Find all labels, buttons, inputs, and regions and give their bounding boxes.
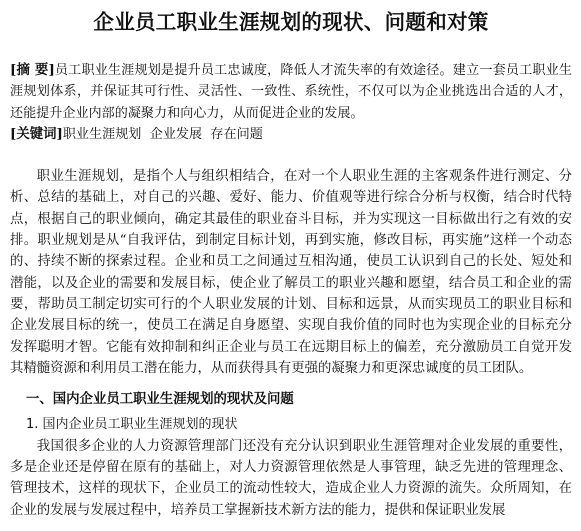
abstract-label: [摘 要] (10, 62, 55, 78)
keywords-label: [关键词] (10, 125, 63, 142)
document-title: 企业员工职业生涯规划的现状、问题和对策 (93, 10, 489, 34)
keywords-text: 职业生涯规划 企业发展 存在问题 (62, 126, 263, 142)
subsection-heading: 1. 国内企业员工职业生涯规划的现状 (26, 417, 238, 433)
keywords (10, 124, 572, 145)
abstract-text: 员工职业生涯规划是提升员工忠诚度，降低人才流失率的有效途径。建立一套员工职业生涯规划体系，并保证其可行性、灵活性、一致性、系统性，不仅可以为企业挑选出合适的人才，还能提升企业内部的凝聚力和向心力，从而促进企业的发展。 (10, 63, 572, 121)
intro-paragraph: 职业生涯规划，是指个人与组织相结合，在对一个人职业生涯的主客观条件进行测定、分析、总结的基础上，对自己的兴趣、爱好、能力、价值观等进行综合分析与权衡，结合时代特点，根据自己的职业倾向，确定其最佳的职业奋斗目标，并为实现这一目标做出行之有效的安排。职业规划是从“自我评估，到制定目标计划，再到实施，修改目标，再实施”这样一个动态的、持续不断的探索过程。企业和员工之间通过互相沟通，使员工认识到自己的长处、短处和潜能，以及企业的需要和发展目标，使企业了解员工的职业兴趣和愿望，结合员工和企业的需要，帮助员工制定切实可行的个人职业发展的计划、目标和远景，从而实现员工的职业目标和企业发展目标的统一，使员工在满足自身愿望、实现自我价值的同时也为实现企业的目标充分发挥聪明才智。它能有效抑制和纠正企业与员工在远期目标上的偏差，充分激励员工自觉开发其精髓资源和利用员工潜在能力，从而获得具有更强的凝聚力和更深忠诚度的员工团队。 (10, 169, 572, 376)
section-heading: 一、国内企业员工职业生涯规划的现状及问题 (26, 391, 294, 408)
abstract (10, 60, 572, 124)
subsection-paragraph: 我国很多企业的人力资源管理部门还没有充分认识到职业生涯管理对企业发展的重要性，多是企业还是停留在原有的基础上，对人力资源管理依然是人事管理，缺乏先进的管理理念、管理技术，这样的现状下，企业员工的流动性较大，造成企业人力资源的流失。众所周知，在企业的发展与发展过程中，培养员工掌握新技术新方法的能力，提供和保证职业发展 (10, 438, 572, 518)
